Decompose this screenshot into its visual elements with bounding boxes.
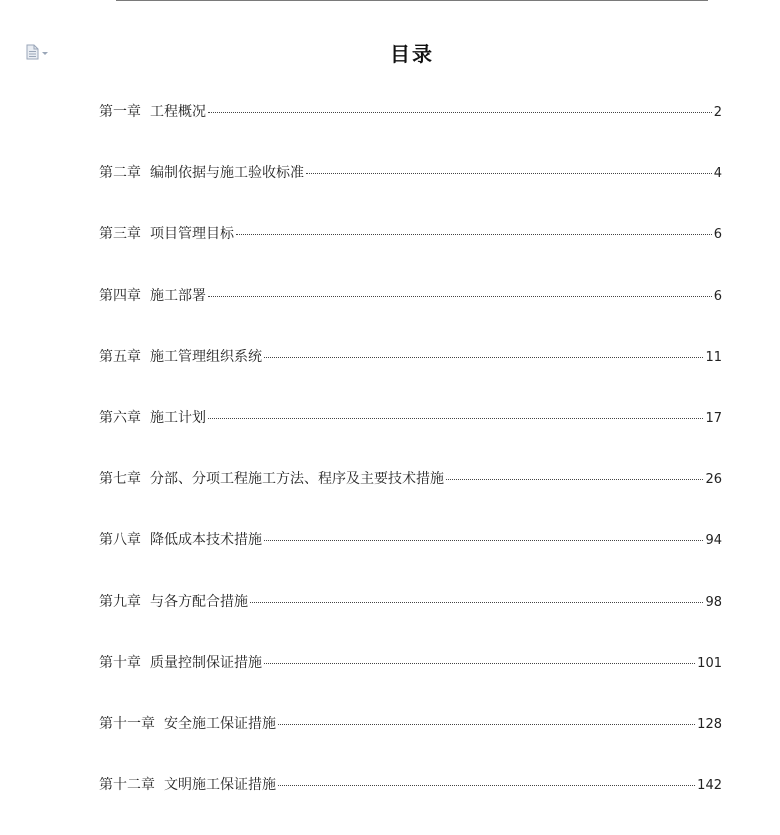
toc-entry[interactable] — [99, 468, 722, 529]
toc-entry-label — [99, 285, 206, 305]
toc-chapter-number: 第四章 — [99, 287, 141, 304]
toc-page-number: 4 — [713, 166, 722, 182]
toc-chapter-title: 文明施工保证措施 — [164, 777, 276, 794]
toc-chapter-number: 第五章 — [99, 348, 141, 365]
toc-dot-leader — [264, 663, 695, 664]
toc-entry[interactable] — [99, 285, 722, 346]
toc-page-number: 26 — [705, 472, 722, 488]
toc-chapter-number: 第二章 — [99, 165, 141, 182]
toc-chapter-title: 降低成本技术措施 — [150, 532, 262, 549]
toc-chapter-number: 第八章 — [99, 532, 141, 549]
toc-entry[interactable] — [99, 223, 722, 284]
toc-entry[interactable] — [99, 407, 722, 468]
toc-page-number: 94 — [705, 533, 722, 549]
toc-page-number: 98 — [705, 594, 722, 610]
toc-entry[interactable] — [99, 774, 722, 835]
toc-dot-leader — [264, 357, 703, 358]
toc-entry-label — [99, 652, 262, 672]
toc-chapter-number: 第九章 — [99, 593, 141, 610]
toc-entry-label — [99, 774, 276, 794]
toc-entry-label — [99, 346, 262, 366]
toc-entry-label — [99, 468, 444, 488]
toc-dot-leader — [208, 418, 703, 419]
toc-entry-label — [99, 223, 234, 243]
toc-chapter-title: 编制依据与施工验收标准 — [150, 165, 304, 182]
toc-page-number: 2 — [713, 105, 722, 120]
toc-page-number: 11 — [705, 349, 722, 365]
toc-dot-leader — [236, 234, 712, 235]
toc-entry[interactable] — [99, 713, 722, 774]
toc-chapter-number: 第七章 — [99, 471, 141, 488]
toc-chapter-title: 安全施工保证措施 — [164, 715, 276, 732]
page-top-border — [116, 0, 708, 1]
toc-page-number: 6 — [713, 288, 722, 304]
toc-dot-leader — [278, 785, 695, 786]
toc-entry[interactable] — [99, 529, 722, 590]
toc-chapter-title: 项目管理目标 — [150, 226, 234, 243]
toc-entry[interactable] — [99, 101, 722, 162]
toc-dot-leader — [250, 602, 703, 603]
toc-chapter-number: 第十二章 — [99, 777, 155, 794]
toc-page-number: 128 — [697, 716, 722, 732]
toc-chapter-title: 分部、分项工程施工方法、程序及主要技术措施 — [150, 471, 444, 488]
toc-chapter-number: 第十章 — [99, 654, 141, 671]
toc-page-number: 6 — [713, 227, 722, 243]
toc-chapter-number: 第六章 — [99, 409, 141, 426]
toc-entry-label — [99, 529, 262, 549]
toc-dot-leader — [278, 724, 695, 725]
toc-chapter-title: 施工部署 — [150, 287, 206, 304]
toc-chapter-number: 第一章 — [99, 104, 141, 120]
toc-chapter-number: 第三章 — [99, 226, 141, 243]
toc-page-number: 142 — [697, 778, 722, 794]
toc-chapter-title: 工程概况 — [150, 104, 206, 120]
toc-page-number: 101 — [697, 655, 722, 671]
toc-entry-label — [99, 407, 206, 427]
toc-entry[interactable] — [99, 652, 722, 713]
toc-chapter-title: 施工管理组织系统 — [150, 348, 262, 365]
toc-dot-leader — [208, 296, 712, 297]
table-of-contents — [99, 101, 722, 835]
toc-entry-label — [99, 162, 304, 182]
toc-chapter-title: 与各方配合措施 — [150, 593, 248, 610]
toc-entry-label — [99, 101, 206, 121]
toc-entry-label — [99, 713, 276, 733]
toc-dot-leader — [306, 173, 712, 174]
toc-title: 目录 — [390, 42, 434, 66]
toc-entry[interactable] — [99, 346, 722, 407]
toc-entry-label — [99, 591, 248, 611]
toc-entry[interactable] — [99, 591, 722, 652]
toc-dot-leader — [264, 540, 703, 541]
toc-chapter-title: 施工计划 — [150, 409, 206, 426]
toc-dot-leader — [446, 479, 703, 480]
toc-page-number: 17 — [705, 410, 722, 426]
toc-entry[interactable] — [99, 162, 722, 223]
toc-chapter-number: 第十一章 — [99, 715, 155, 732]
toc-chapter-title: 质量控制保证措施 — [150, 654, 262, 671]
toc-dot-leader — [208, 112, 712, 113]
